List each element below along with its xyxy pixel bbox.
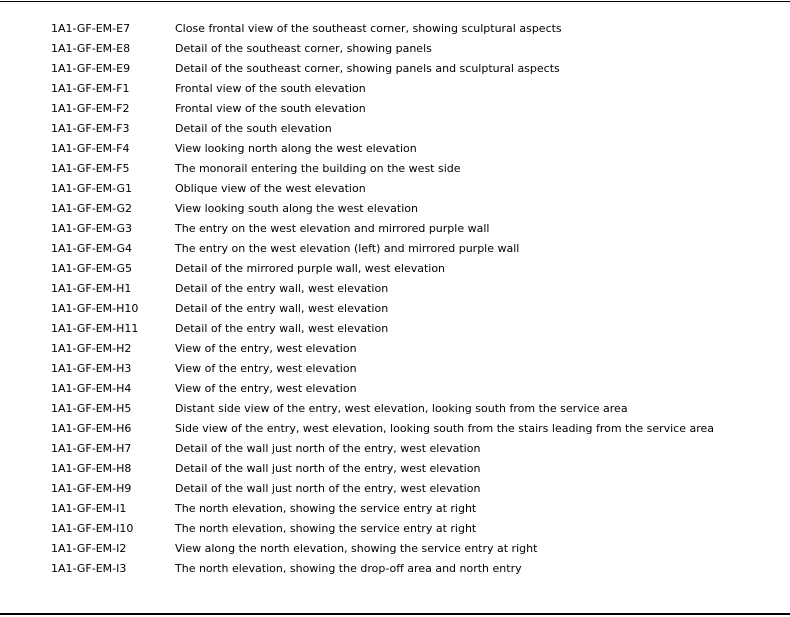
photo-code: 1A1-GF-EM-G4 — [51, 242, 133, 255]
photo-description: View looking north along the west elevation — [175, 142, 417, 155]
list-item — [0, 199, 790, 219]
photo-code: 1A1-GF-EM-G5 — [51, 262, 133, 275]
photo-description: Close frontal view of the southeast corner, showing sculptural aspects — [175, 22, 562, 35]
photo-index-list — [0, 19, 790, 579]
list-item — [0, 239, 790, 259]
photo-description: The entry on the west elevation (left) and mirrored purple wall — [175, 242, 520, 255]
photo-description: The north elevation, showing the drop-off area and north entry — [175, 562, 522, 575]
photo-code: 1A1-GF-EM-F3 — [51, 122, 130, 135]
photo-code: 1A1-GF-EM-H1 — [51, 282, 132, 295]
list-item — [0, 459, 790, 479]
photo-code: 1A1-GF-EM-I10 — [51, 522, 134, 535]
list-item — [0, 139, 790, 159]
list-item — [0, 259, 790, 279]
photo-code: 1A1-GF-EM-F1 — [51, 82, 130, 95]
list-item — [0, 39, 790, 59]
photo-code: 1A1-GF-EM-H11 — [51, 322, 139, 335]
list-item — [0, 159, 790, 179]
photo-description: The north elevation, showing the service entry at right — [175, 502, 477, 515]
photo-description: Detail of the entry wall, west elevation — [175, 302, 389, 315]
photo-code: 1A1-GF-EM-F4 — [51, 142, 130, 155]
list-item — [0, 479, 790, 499]
photo-description: Detail of the wall just north of the entry, west elevation — [175, 482, 481, 495]
photo-description: Side view of the entry, west elevation, looking south from the stairs leading from the service area — [175, 422, 715, 435]
photo-code: 1A1-GF-EM-H8 — [51, 462, 132, 475]
photo-code: 1A1-GF-EM-E8 — [51, 42, 131, 55]
photo-code: 1A1-GF-EM-F2 — [51, 102, 130, 115]
photo-description: View of the entry, west elevation — [175, 362, 357, 375]
list-item — [0, 99, 790, 119]
photo-description: Detail of the wall just north of the entry, west elevation — [175, 462, 481, 475]
photo-code: 1A1-GF-EM-H5 — [51, 402, 132, 415]
list-item — [0, 299, 790, 319]
photo-code: 1A1-GF-EM-H10 — [51, 302, 139, 315]
list-item — [0, 79, 790, 99]
list-item — [0, 539, 790, 559]
list-item — [0, 379, 790, 399]
photo-description: Frontal view of the south elevation — [175, 82, 366, 95]
list-item — [0, 499, 790, 519]
photo-description: View looking south along the west elevation — [175, 202, 418, 215]
photo-code: 1A1-GF-EM-H7 — [51, 442, 132, 455]
photo-description: View along the north elevation, showing the service entry at right — [175, 542, 538, 555]
list-item — [0, 339, 790, 359]
photo-description: Distant side view of the entry, west elevation, looking south from the service area — [175, 402, 628, 415]
photo-code: 1A1-GF-EM-E7 — [51, 22, 131, 35]
photo-description: Detail of the south elevation — [175, 122, 332, 135]
photo-description: The entry on the west elevation and mirrored purple wall — [175, 222, 490, 235]
list-item — [0, 19, 790, 39]
photo-description: Frontal view of the south elevation — [175, 102, 366, 115]
list-item — [0, 559, 790, 579]
list-item — [0, 319, 790, 339]
bottom-divider — [0, 613, 790, 615]
photo-code: 1A1-GF-EM-H3 — [51, 362, 132, 375]
photo-description: Oblique view of the west elevation — [175, 182, 366, 195]
list-item — [0, 399, 790, 419]
photo-code: 1A1-GF-EM-H2 — [51, 342, 132, 355]
list-item — [0, 179, 790, 199]
photo-description: The monorail entering the building on the west side — [175, 162, 461, 175]
photo-description: View of the entry, west elevation — [175, 342, 357, 355]
photo-description: Detail of the entry wall, west elevation — [175, 282, 389, 295]
photo-code: 1A1-GF-EM-F5 — [51, 162, 130, 175]
photo-code: 1A1-GF-EM-H4 — [51, 382, 132, 395]
top-divider — [0, 1, 790, 2]
photo-description: Detail of the southeast corner, showing panels — [175, 42, 432, 55]
photo-code: 1A1-GF-EM-G2 — [51, 202, 133, 215]
photo-code: 1A1-GF-EM-G3 — [51, 222, 133, 235]
list-item — [0, 419, 790, 439]
list-item — [0, 359, 790, 379]
photo-code: 1A1-GF-EM-E9 — [51, 62, 131, 75]
photo-code: 1A1-GF-EM-H6 — [51, 422, 132, 435]
photo-code: 1A1-GF-EM-G1 — [51, 182, 133, 195]
list-item — [0, 279, 790, 299]
list-item — [0, 519, 790, 539]
photo-code: 1A1-GF-EM-H9 — [51, 482, 132, 495]
list-item — [0, 59, 790, 79]
photo-description: Detail of the mirrored purple wall, west elevation — [175, 262, 446, 275]
photo-description: The north elevation, showing the service entry at right — [175, 522, 477, 535]
list-item — [0, 219, 790, 239]
photo-code: 1A1-GF-EM-I2 — [51, 542, 127, 555]
photo-code: 1A1-GF-EM-I3 — [51, 562, 127, 575]
photo-description: Detail of the wall just north of the entry, west elevation — [175, 442, 481, 455]
list-item — [0, 439, 790, 459]
photo-description: View of the entry, west elevation — [175, 382, 357, 395]
photo-description: Detail of the entry wall, west elevation — [175, 322, 389, 335]
photo-description: Detail of the southeast corner, showing panels and sculptural aspects — [175, 62, 560, 75]
list-item — [0, 119, 790, 139]
photo-code: 1A1-GF-EM-I1 — [51, 502, 127, 515]
